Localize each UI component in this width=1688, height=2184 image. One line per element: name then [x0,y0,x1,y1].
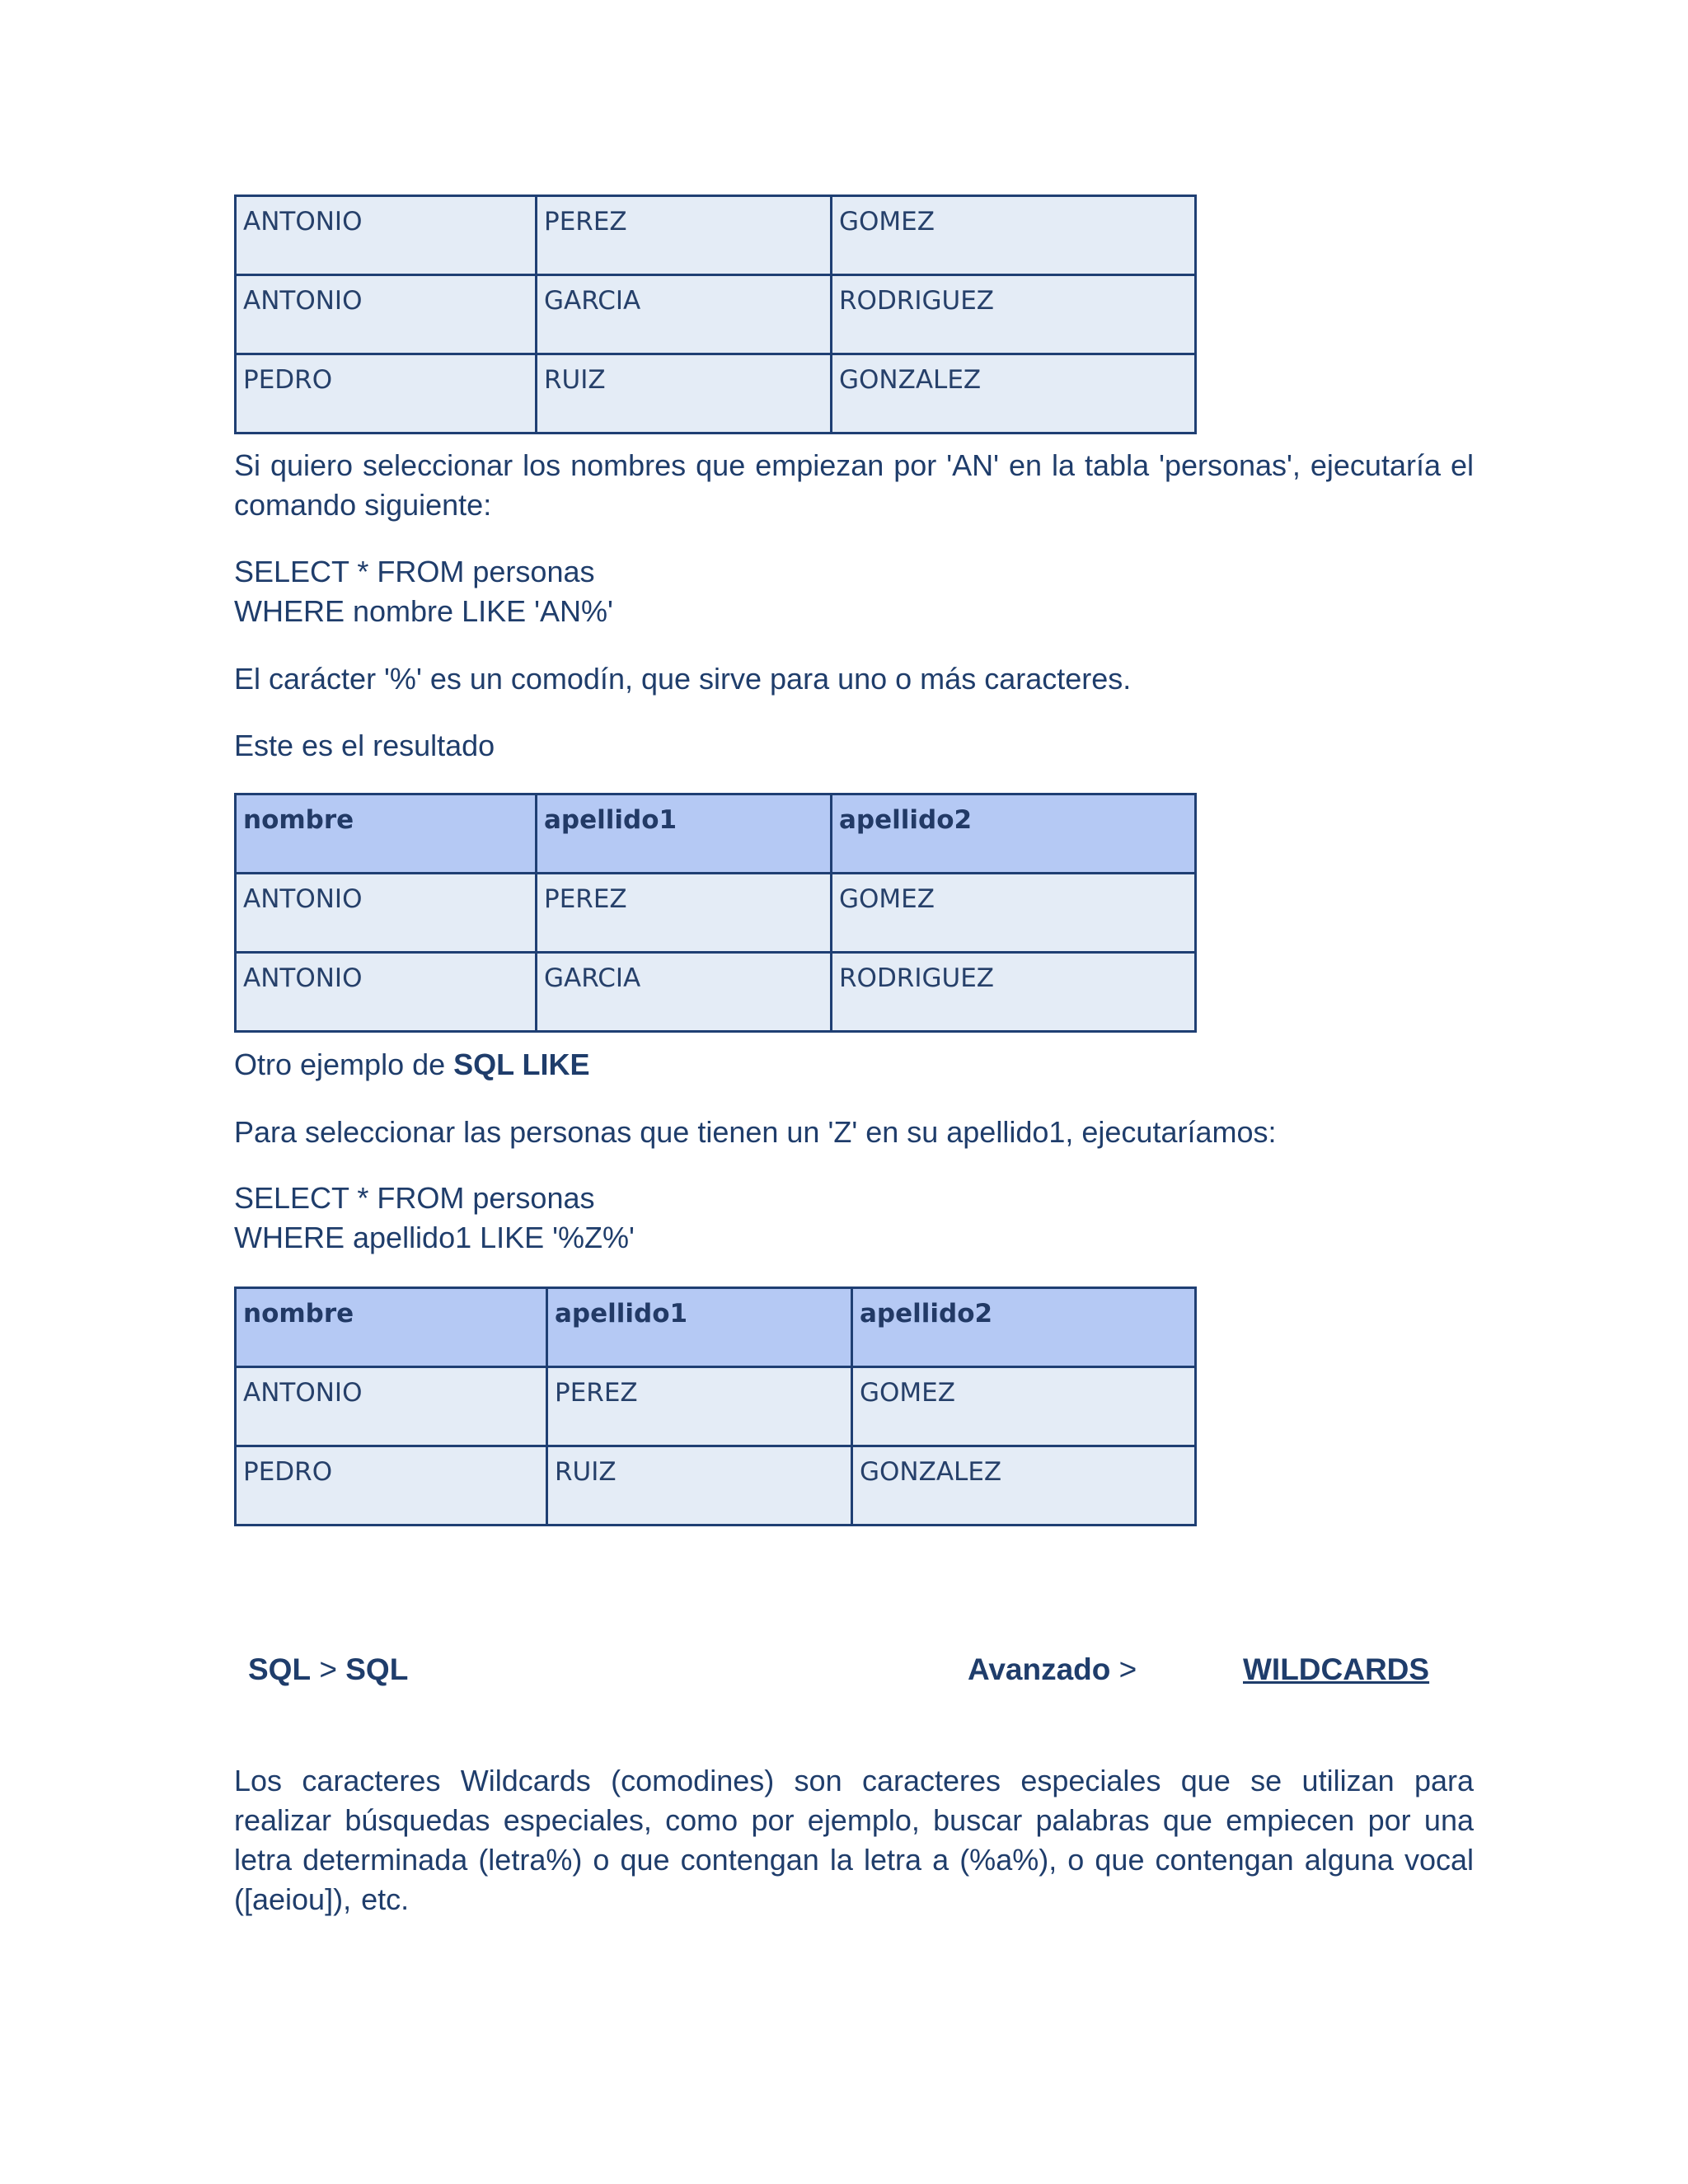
table-cell: GOMEZ [852,1367,1196,1446]
table-cell: PEDRO [236,1446,547,1526]
column-header: apellido1 [547,1288,852,1367]
table-cell: GOMEZ [832,196,1196,275]
query1-block [234,552,1474,631]
table-cell: PEREZ [537,874,832,953]
table-row [236,874,1196,953]
column-header: nombre [236,1288,547,1367]
result-label: Este es el resultado [234,729,495,762]
column-header: nombre [236,794,537,874]
table-header-row [236,794,1196,874]
table-row [236,953,1196,1032]
query1-line2: WHERE nombre LIKE 'AN%' [234,594,613,628]
breadcrumb-avanzado[interactable]: Avanzado [968,1652,1111,1686]
wildcard-note: El carácter '%' es un comodín, que sirve para uno o más caracteres. [234,662,1132,696]
table-cell: RUIZ [537,354,832,434]
table-cell: RODRIGUEZ [832,275,1196,354]
breadcrumb-sql-2[interactable]: SQL [345,1652,409,1686]
table-row [236,354,1196,434]
query1-line1: SELECT * FROM personas [234,555,595,588]
query2-line2: WHERE apellido1 LIKE '%Z%' [234,1221,635,1254]
example2-heading [234,1045,1474,1085]
table-row [236,1446,1196,1526]
breadcrumb-separator: > [311,1652,346,1686]
table-cell: ANTONIO [236,874,537,953]
table-cell: RODRIGUEZ [832,953,1196,1032]
table-cell: ANTONIO [236,1367,547,1446]
table-cell: GONZALEZ [832,354,1196,434]
wildcards-link[interactable]: WILDCARDS [1243,1652,1430,1686]
table-cell: ANTONIO [236,196,537,275]
table-cell: ANTONIO [236,275,537,354]
example2-bold: SQL LIKE [453,1047,590,1081]
table-cell: GONZALEZ [852,1446,1196,1526]
breadcrumb-sql[interactable]: SQL [248,1652,312,1686]
table-header-row [236,1288,1196,1367]
column-header: apellido2 [852,1288,1196,1367]
table-row [236,1367,1196,1446]
breadcrumb-separator: > [1110,1652,1137,1686]
table-cell: GARCIA [537,953,832,1032]
breadcrumb-advanced [968,1650,1137,1690]
table-cell: PEREZ [537,196,832,275]
table-cell: PEDRO [236,354,537,434]
result-table-1 [234,793,1197,1033]
breadcrumb-current [1243,1650,1429,1690]
example2-prefix: Otro ejemplo de [234,1047,454,1081]
result-table-2 [234,1286,1197,1526]
table-cell: GOMEZ [832,874,1196,953]
table-cell: GARCIA [537,275,832,354]
table-row [236,196,1196,275]
table-cell: ANTONIO [236,953,537,1032]
wildcards-paragraph: Los caracteres Wildcards (comodines) son caracteres especiales que se utilizan para realizar búsquedas especiales, como por ejemplo, buscar palabras que empiecen por una letra determinada (letra%) o que contengan la letra a (%a%), o que contengan alguna vocal ([aeiou]), etc. [234,1764,1474,1916]
table-cell: PEREZ [547,1367,852,1446]
breadcrumb [248,1650,408,1690]
query2-line1: SELECT * FROM personas [234,1181,595,1215]
table-row [236,275,1196,354]
example2-description: Para seleccionar las personas que tienen un 'Z' en su apellido1, ejecutaríamos: [234,1115,1277,1149]
query2-block [234,1179,1474,1258]
column-header: apellido1 [537,794,832,874]
personas-table [234,194,1197,434]
table-cell: RUIZ [547,1446,852,1526]
column-header: apellido2 [832,794,1196,874]
intro-paragraph: Si quiero seleccionar los nombres que empiezan por 'AN' en la tabla 'personas', ejecutaría el comando siguiente: [234,448,1474,522]
